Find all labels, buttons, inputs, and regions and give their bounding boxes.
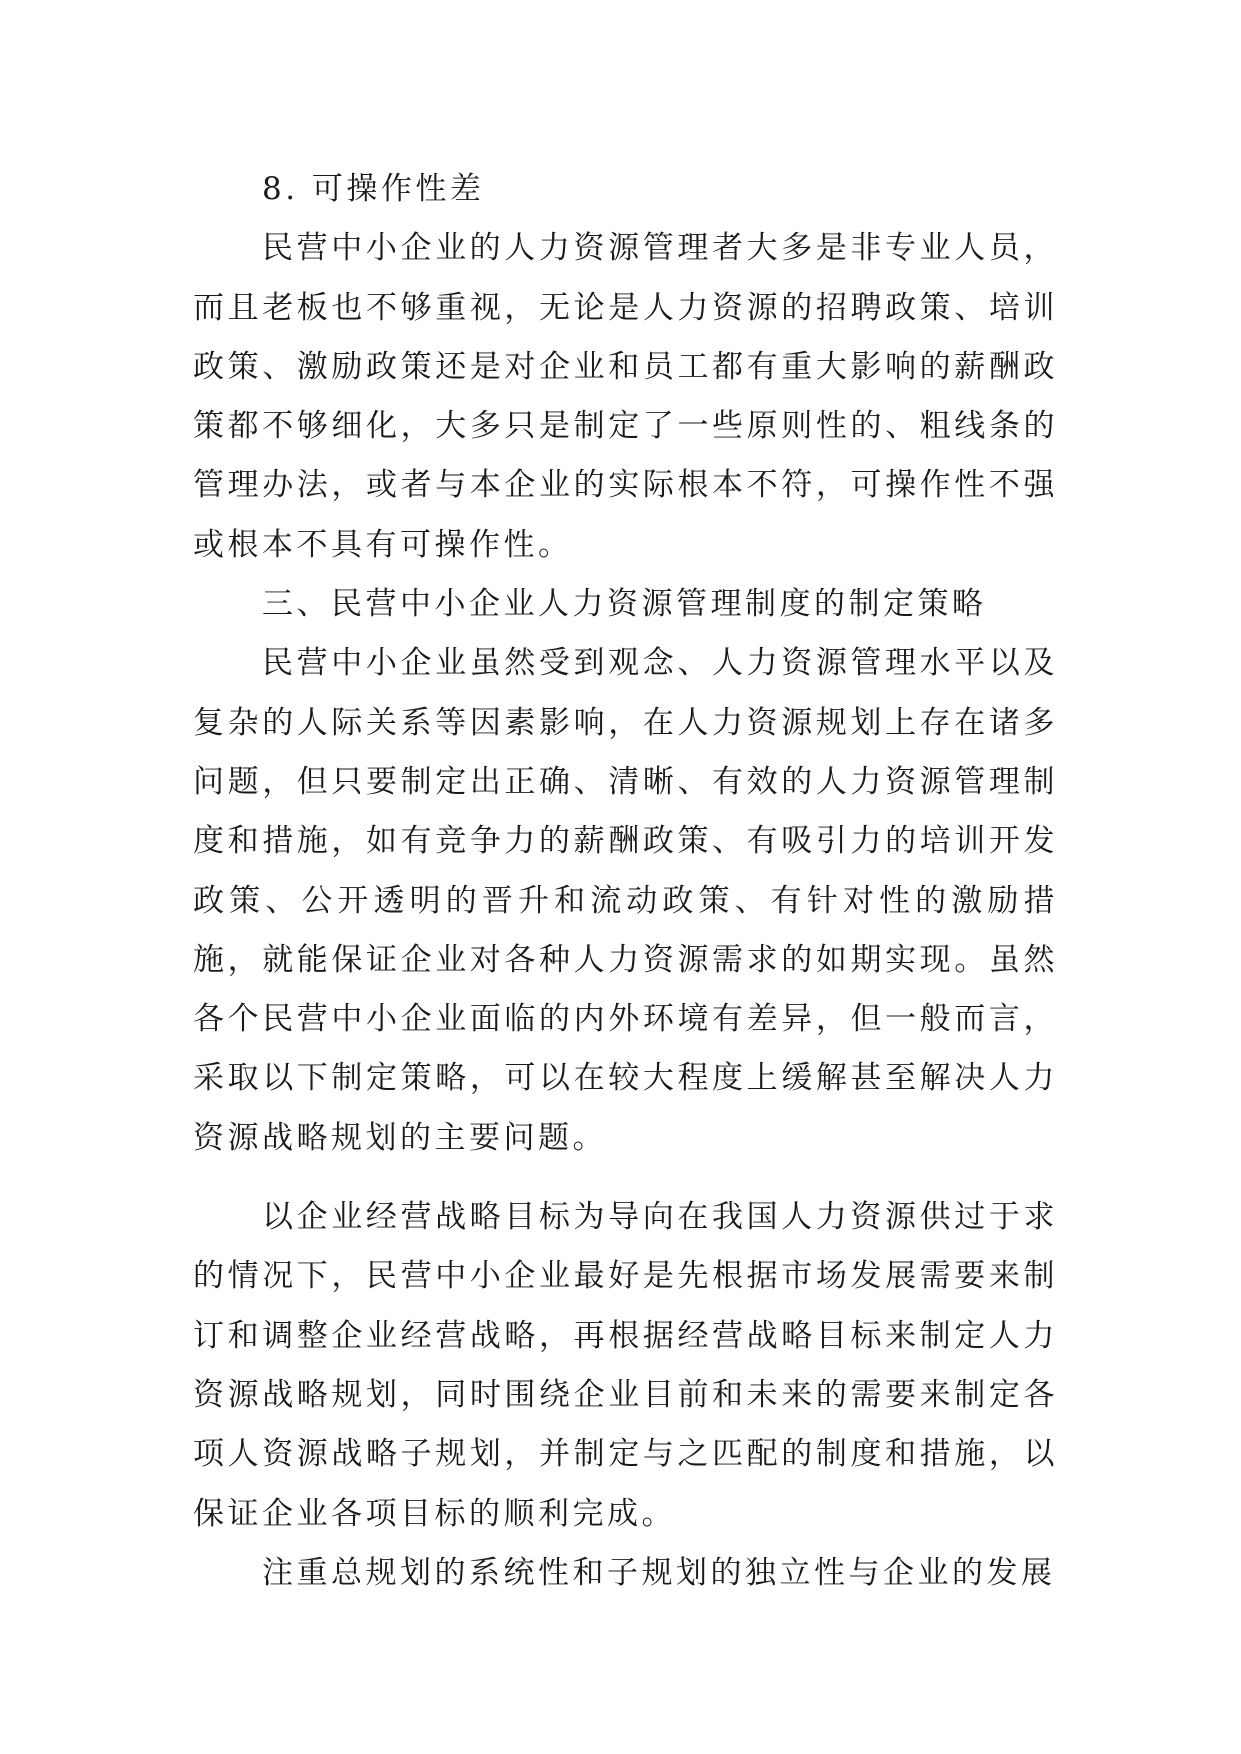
part-3-heading: 三、民营中小企业人力资源管理制度的制定策略 (262, 586, 987, 623)
strategy-1-paragraph: 以企业经营战略目标为导向在我国人力资源供过于求的情况下，民营中小企业最好是先根据市场发展需要来制订和调整企业经营战略，再根据经营战略目标来制定人力资源战略规划，同时围绕企业目前和未来的需要来制定各项人资源战略子规划，并制定与之匹配的制度和措施，以保证企业各项目标的顺利完成。 (193, 1199, 1058, 1532)
document-body (193, 160, 1058, 1603)
section-8-paragraph: 民营中小企业的人力资源管理者大多是非专业人员，而且老板也不够重视，无论是人力资源的招聘政策、培训政策、激励政策还是对企业和员工都有重大影响的薪酬政策都不够细化，大多只是制定了一些原则性的、粗线条的管理办法，或者与本企业的实际根本不符，可操作性不强或根本不具有可操作性。 (193, 230, 1058, 563)
part-3-intro-paragraph: 民营中小企业虽然受到观念、人力资源管理水平以及复杂的人际关系等因素影响，在人力资源规划上存在诸多问题，但只要制定出正确、清晰、有效的人力资源管理制度和措施，如有竞争力的薪酬政策、有吸引力的培训开发政策、公开透明的晋升和流动政策、有针对性的激励措施，就能保证企业对各种人力资源需求的如期实现。虽然各个民营中小企业面临的内外环境有差异，但一般而言，采取以下制定策略，可以在较大程度上缓解甚至解决人力资源战略规划的主要问题。 (193, 645, 1058, 1156)
strategy-2-paragraph: 注重总规划的系统性和子规划的独立性与企业的发展 (262, 1554, 1056, 1591)
section-8-heading: 8. 可操作性差 (262, 171, 485, 207)
paragraph-spacer (193, 1168, 1058, 1188)
